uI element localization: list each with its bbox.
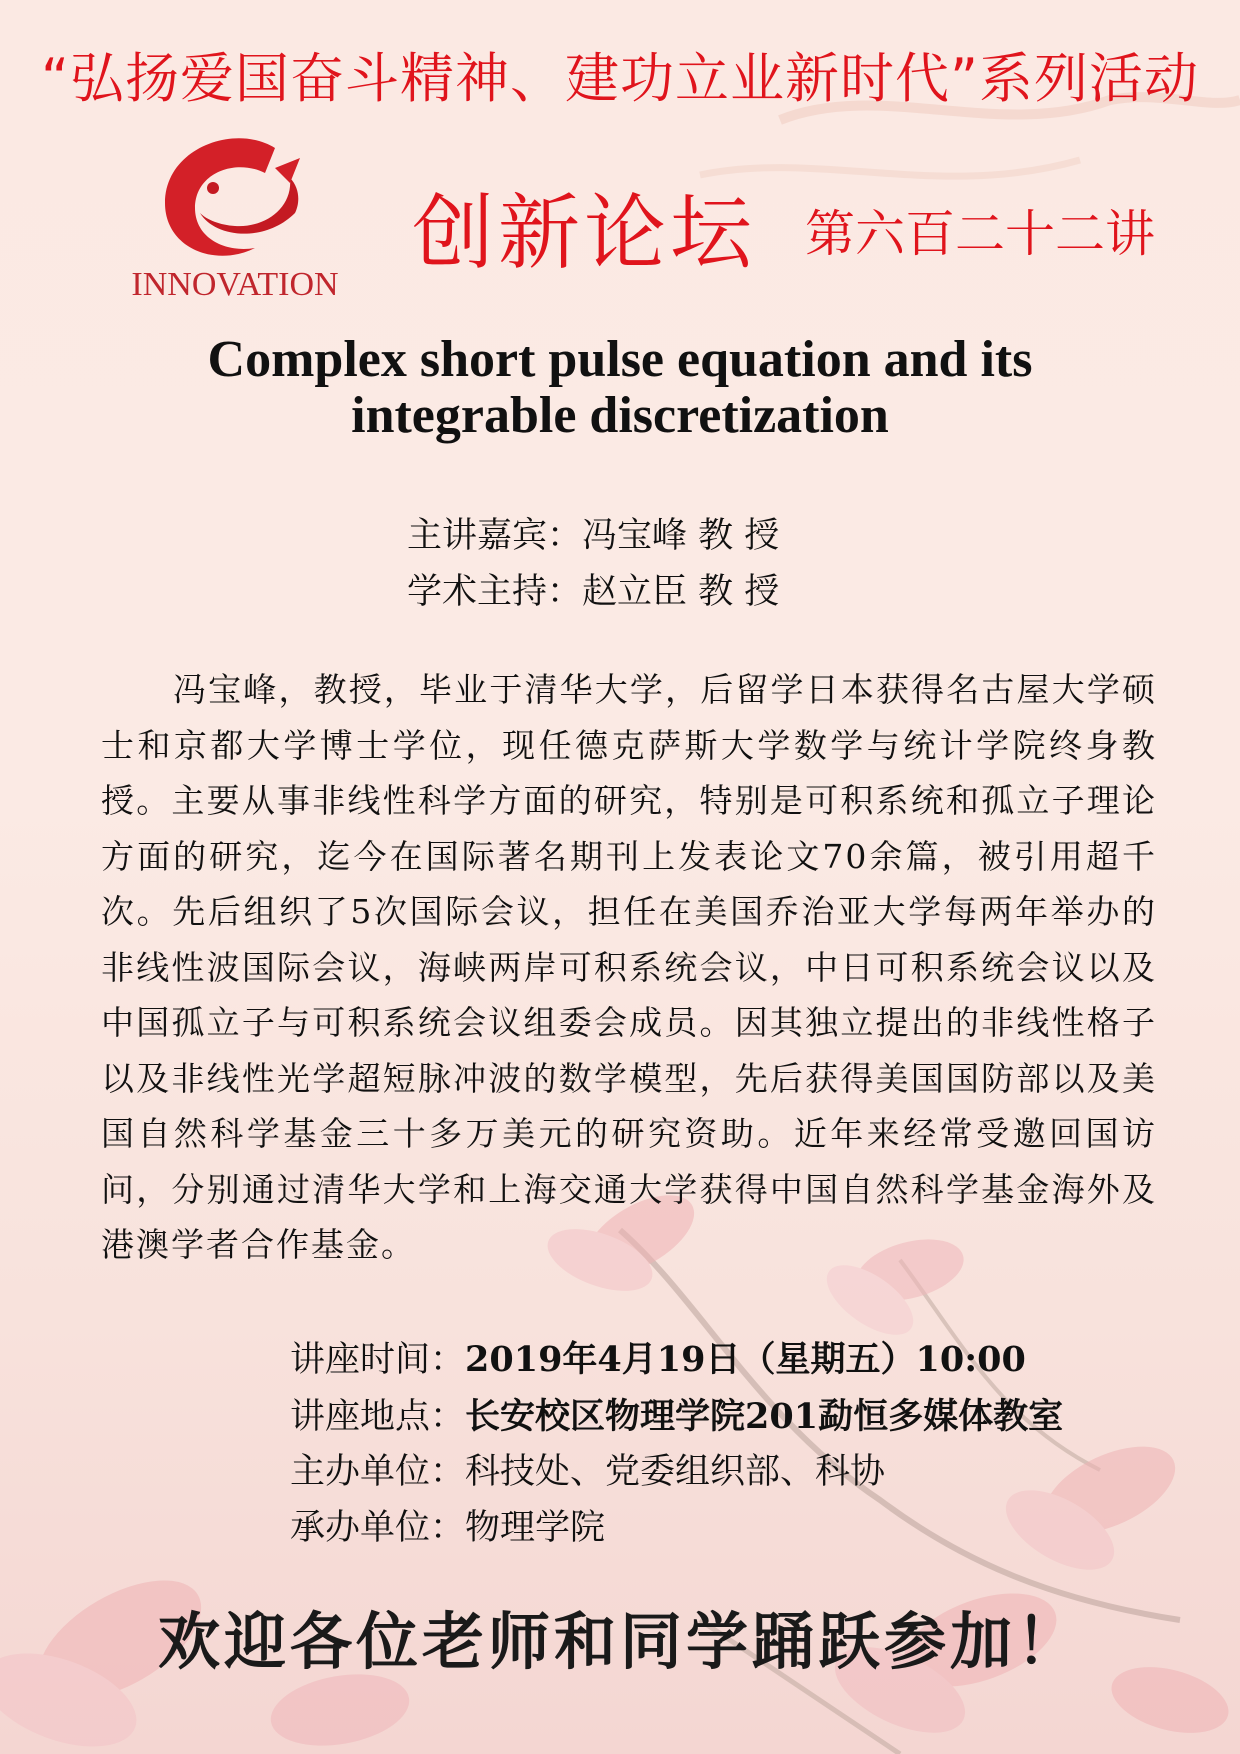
speaker-label: 主讲嘉宾： xyxy=(407,516,583,556)
host-value: 赵立臣 教 授 xyxy=(582,572,780,612)
swirl-logo-icon xyxy=(125,128,345,268)
undertaker-label: 承办单位： xyxy=(290,1507,466,1548)
time-value: 2019年4月19日（星期五）10:00 xyxy=(465,1339,1026,1380)
series-title: “弘扬爱国奋斗精神、建功立业新时代”系列活动 xyxy=(41,47,1199,110)
place-value: 长安校区物理学院201勐恒多媒体教室 xyxy=(465,1395,1064,1437)
organizer-label: 主办单位： xyxy=(290,1452,466,1492)
forum-name: 创新论坛 xyxy=(412,186,757,281)
undertaker-line xyxy=(290,1501,1063,1557)
speaker-bio: 冯宝峰，教授，毕业于清华大学，后留学日本获得名古屋大学硕士和京都大学博士学位，现任德克萨斯大学数学与统计学院终身教授。主要从事非线性科学方面的研究，特别是可积系统和孤立子理论方面的研究，迄今在国际著名期刊上发表论文70余篇，被引用超千次。先后组织了5次国际会议，担任在美国乔治亚大学每两年举办的非线性波国际会议，海峡两岸可积系统会议，中日可积系统会议以及中国孤立子与可积系统会议组委会成员。因其独立提出的非线性格子以及非线性光学超短脉冲波的数学模型，先后获得美国国防部以及美国自然科学基金三十多万美元的研究资助。近年来经常受邀回国访问，分别通过清华大学和上海交通大学获得中国自然科学基金海外及港澳学者合作基金。 xyxy=(101,670,1157,1264)
speaker-line xyxy=(407,508,779,564)
time-line xyxy=(290,1332,1063,1389)
people-block xyxy=(407,508,779,620)
innovation-logo xyxy=(125,128,345,303)
talk-title-line-1: Complex short pulse equation and its xyxy=(207,331,1033,388)
talk-title xyxy=(90,332,1150,444)
lecture-number: 第六百二十二讲 xyxy=(805,205,1155,263)
organizer-line xyxy=(290,1445,1063,1501)
host-label: 学术主持： xyxy=(407,572,583,612)
logo-text: INNOVATION xyxy=(131,266,339,303)
welcome-message: 欢迎各位老师和同学踊跃参加！ xyxy=(157,1605,1082,1678)
event-info xyxy=(290,1332,1063,1556)
undertaker-value: 物理学院 xyxy=(465,1507,606,1548)
place-line xyxy=(290,1389,1063,1446)
organizer-value: 科技处、党委组织部、科协 xyxy=(465,1452,886,1492)
talk-title-line-2: integrable discretization xyxy=(351,387,889,444)
host-line xyxy=(407,564,779,620)
time-label: 讲座时间： xyxy=(290,1340,466,1380)
speaker-value: 冯宝峰 教 授 xyxy=(582,516,780,556)
place-label: 讲座地点： xyxy=(290,1396,466,1437)
